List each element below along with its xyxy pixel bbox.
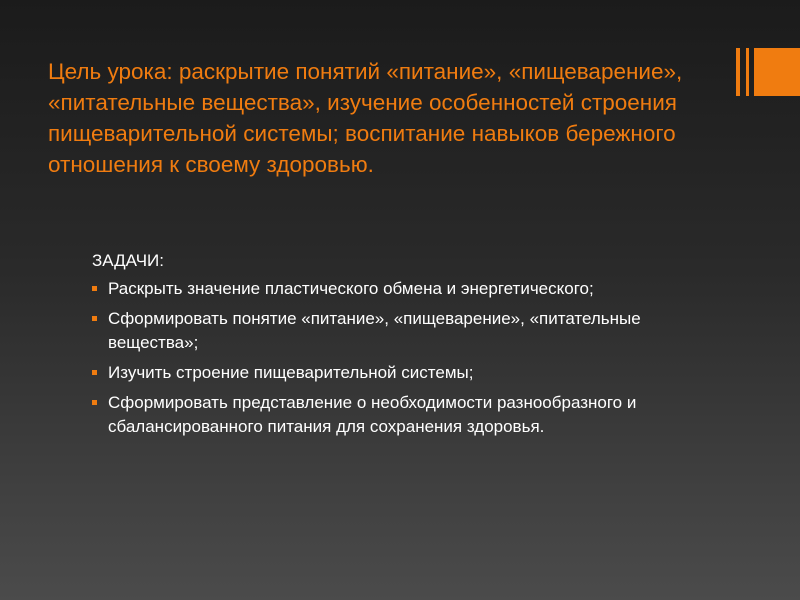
task-item: [90, 391, 710, 439]
task-text: Сформировать представление о необходимости разнообразного и сбалансированного питания для сохранения здоровья.: [108, 393, 637, 436]
task-text: Изучить строение пищеварительной системы;: [108, 363, 474, 382]
accent-block: [754, 48, 800, 96]
task-item: [90, 307, 710, 355]
bullet-icon: [92, 400, 97, 405]
task-text: Раскрыть значение пластического обмена и энергетического;: [108, 279, 594, 298]
bullet-icon: [92, 316, 97, 321]
bullet-icon: [92, 286, 97, 291]
tasks-heading: ЗАДАЧИ:: [92, 251, 164, 270]
lesson-goal-title: Цель урока: раскрытие понятий «питание», «пищеварение», «питательные вещества», изучение особенностей строения пищеварительной системы; воспитание навыков бережного отношения к своему здоровью.: [48, 59, 683, 177]
tasks-list: [90, 277, 710, 445]
bullet-icon: [92, 370, 97, 375]
task-item: [90, 361, 710, 385]
task-item: [90, 277, 710, 301]
task-text: Сформировать понятие «питание», «пищеварение», «питательные вещества»;: [108, 309, 641, 352]
